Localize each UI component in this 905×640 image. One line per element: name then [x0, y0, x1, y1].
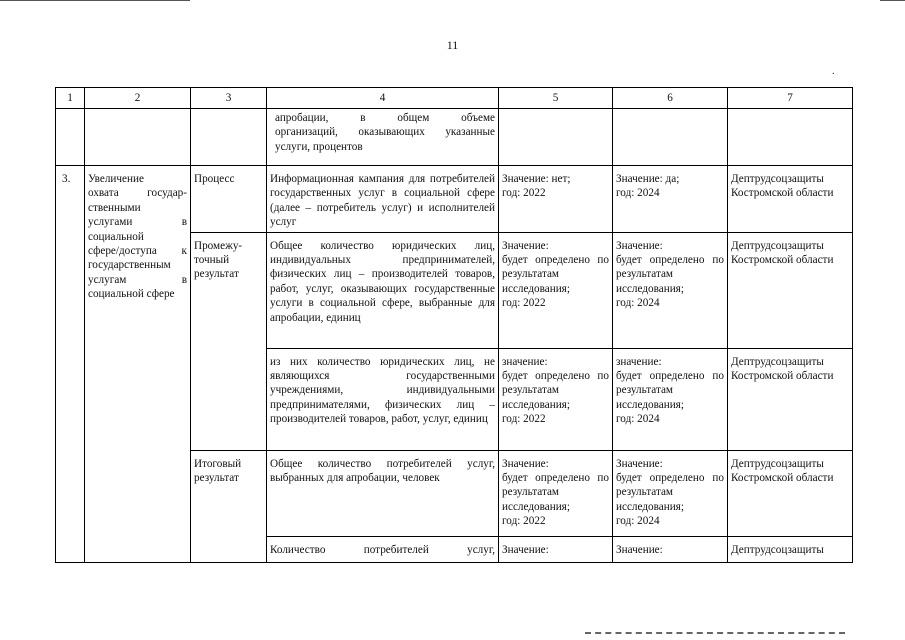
indicator-text: Общее количество юридических лиц, индивидуальных предпринимателей, физических лиц – производителей товаров, работ, услуг, оказывающих государственные услуги в социальной сфере, выбранные для апробации, единиц: [267, 232, 499, 348]
item-title: [85, 166, 191, 563]
indicator-text: Информационная кампания для потребителей государственных услуг в социальной сфере (далее – потребитель услуг) и исполнителей услуг: [267, 166, 499, 233]
scan-artifact-marks: [585, 632, 845, 637]
title-line: охвата государ-: [88, 187, 187, 200]
item-number: 3.: [56, 166, 85, 563]
title-line: сфере/доступа к: [88, 245, 187, 258]
responsible-org: Дептрудсоцзащиты Костромской области: [728, 348, 853, 450]
empty-cell: [499, 109, 613, 166]
result-type: Процесс: [191, 166, 267, 233]
title-line: социальной сфере: [88, 288, 175, 301]
header-cell: 1: [56, 88, 85, 109]
empty-cell: [728, 109, 853, 166]
empty-cell: [613, 109, 728, 166]
base-value: значение: будет определено по результатам исследования; год: 2022: [499, 348, 613, 450]
header-cell: 3: [191, 88, 267, 109]
header-cell: 4: [267, 88, 499, 109]
target-value: значение: будет определено по результатам исследования; год: 2024: [613, 348, 728, 450]
text-line: апробации, в общем объеме: [275, 112, 495, 124]
base-value: Значение: нет; год: 2022: [499, 166, 613, 233]
responsible-org: Дептрудсоцзащиты Костромской области: [728, 166, 853, 233]
indicators-table: [55, 87, 853, 563]
result-type: Итоговый результат: [191, 450, 267, 562]
responsible-org: Дептрудсоцзащиты: [728, 536, 853, 562]
page-number: 11: [446, 38, 459, 52]
target-value: Значение: будет определено по результатам исследования; год: 2024: [613, 232, 728, 348]
result-type: Промежу- точный результат: [191, 232, 267, 450]
title-line: услугами в: [88, 216, 187, 229]
header-cell: 7: [728, 88, 853, 109]
title-line: услугам в: [88, 273, 187, 286]
target-value: Значение:: [613, 536, 728, 562]
indicator-text: из них количество юридических лиц, не являющихся государственными учреждениями, индивидуальными предпринимателями, физических лиц – производителей товаров, работ, услуг, единиц: [267, 348, 499, 450]
table-row: [56, 166, 853, 233]
continued-indicator-cell: [267, 109, 499, 166]
base-value: Значение: будет определено по результатам исследования; год: 2022: [499, 450, 613, 536]
title-line: Увеличение: [88, 173, 144, 185]
header-cell: 6: [613, 88, 728, 109]
base-value: Значение:: [499, 536, 613, 562]
indicator-text: Общее количество потребителей услуг, выбранных для апробации, человек: [267, 450, 499, 536]
empty-cell: [191, 109, 267, 166]
scan-edge-line-right: [880, 0, 905, 1]
text-line: организаций, оказывающих указанные: [275, 126, 495, 139]
continuation-row: [56, 109, 853, 166]
text-line: услуги, процентов: [275, 140, 363, 153]
scan-edge-line-left: [0, 0, 190, 1]
base-value: Значение: будет определено по результатам исследования; год: 2022: [499, 232, 613, 348]
header-cell: 5: [499, 88, 613, 109]
empty-cell: [85, 109, 191, 166]
indicator-text: Количество потребителей услуг,: [267, 536, 499, 562]
header-row: [56, 88, 853, 109]
title-line: государственным: [88, 259, 171, 272]
title-line: ственными: [88, 201, 141, 214]
target-value: Значение: да; год: 2024: [613, 166, 728, 233]
target-value: Значение: будет определено по результатам исследования; год: 2024: [613, 450, 728, 536]
responsible-org: Дептрудсоцзащиты Костромской области: [728, 450, 853, 536]
header-cell: 2: [85, 88, 191, 109]
responsible-org: Дептрудсоцзащиты Костромской области: [728, 232, 853, 348]
empty-cell: [56, 109, 85, 166]
title-line: социальной: [88, 230, 144, 243]
corner-dot: .: [832, 66, 835, 77]
